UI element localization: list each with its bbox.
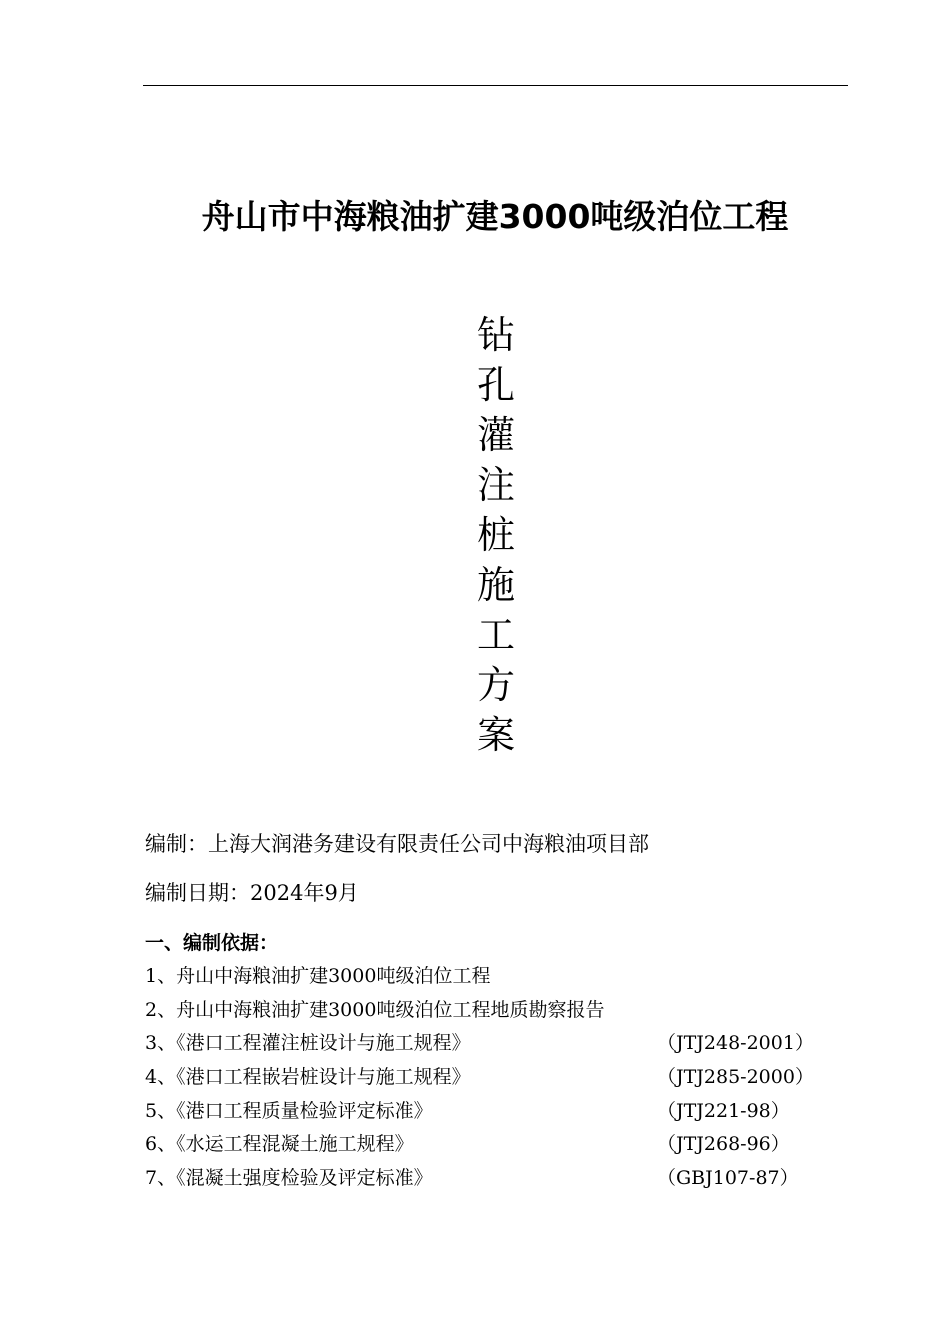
basis-item-text: 6、《水运工程混凝土施工规程》: [145, 1133, 414, 1156]
basis-item-text: 3、《港口工程灌注桩设计与施工规程》: [145, 1032, 471, 1055]
basis-item: [145, 1128, 825, 1162]
document-title-char: 工: [476, 613, 515, 657]
basis-item-text: 5、《港口工程质量检验评定标准》: [145, 1099, 433, 1122]
header-rule: [143, 85, 848, 86]
basis-item: [145, 1162, 825, 1196]
document-title-char: 案: [476, 713, 515, 757]
basis-item: [145, 1061, 825, 1095]
basis-item-text: 4、《港口工程嵌岩桩设计与施工规程》: [145, 1066, 471, 1089]
basis-heading: 一、编制依据：: [145, 932, 279, 954]
basis-item-text: 7、《混凝土强度检验及评定标准》: [145, 1167, 433, 1190]
document-title: [470, 310, 522, 760]
document-title-char: 方: [476, 663, 515, 707]
compiler-line: 编制：上海大润港务建设有限责任公司中海粮油项目部: [145, 832, 649, 856]
document-title-char: 孔: [476, 363, 515, 407]
basis-item: [145, 1095, 825, 1129]
basis-item-code: （JTJ268-96）: [657, 1133, 790, 1156]
document-title-char: 钻: [476, 313, 515, 357]
basis-item-code: （JTJ221-98）: [657, 1099, 790, 1122]
basis-item: [145, 960, 825, 994]
basis-item-code: （JTJ248-2001）: [657, 1032, 814, 1055]
basis-item: [145, 994, 825, 1028]
basis-item-text: 2、舟山中海粮油扩建3000吨级泊位工程地质勘察报告: [145, 998, 605, 1021]
basis-item-code: （JTJ285-2000）: [657, 1066, 814, 1089]
document-title-char: 桩: [476, 513, 515, 557]
basis-item-code: （GBJ107-87）: [657, 1167, 799, 1190]
document-title-char: 灌: [476, 413, 515, 457]
basis-item: [145, 1027, 825, 1061]
compile-date-line: 编制日期：2024年9月: [145, 881, 359, 905]
document-title-char: 施: [476, 563, 515, 607]
basis-list: [145, 960, 825, 1196]
project-title: 舟山市中海粮油扩建3000吨级泊位工程: [201, 197, 789, 236]
basis-item-text: 1、舟山中海粮油扩建3000吨级泊位工程: [145, 965, 491, 987]
document-title-char: 注: [476, 463, 515, 507]
